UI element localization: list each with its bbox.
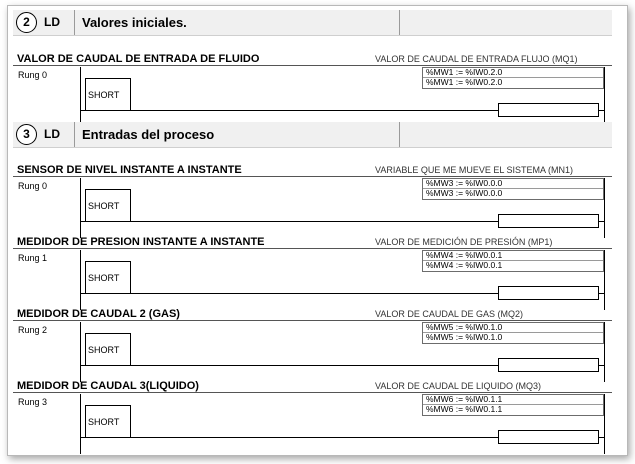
section-divider [74,10,75,35]
right-power-rail [604,250,605,310]
rung-sensor-nivel[interactable] [13,164,612,240]
right-power-rail [604,178,605,238]
rung-medidor-presion[interactable] [13,236,612,312]
rung-label: Rung 0 [18,70,48,80]
rung-label: Rung 2 [18,325,48,335]
rung-label: Rung 0 [18,181,48,191]
operate-block[interactable] [422,394,604,416]
operate-expression: %MW6 := %IW0.1.1 [426,394,503,404]
rung-label: Rung 3 [18,397,48,407]
operate-block[interactable] [422,322,604,344]
short-contact-block[interactable]: SHORT [85,405,131,438]
operate-block[interactable] [422,67,604,89]
section-divider [399,10,400,35]
rung-medidor-caudal-liquido[interactable] [13,380,612,456]
left-power-rail [80,322,81,382]
operate-expression: %MW1 := %IW0.2.0 [423,77,603,87]
operate-expression: %MW4 := %IW0.0.1 [426,250,503,260]
rung-comment: VALOR DE CAUDAL DE ENTRADA FLUJO (MQ1) [375,54,578,64]
output-block[interactable] [498,430,599,444]
rung-separator [13,320,612,321]
right-power-rail [604,322,605,382]
section-language: LD [44,127,60,141]
rung-title: SENSOR DE NIVEL INSTANTE A INSTANTE [17,164,242,176]
rung-separator [13,65,612,66]
section-number: 3 [16,124,37,145]
right-power-rail [604,394,605,454]
rung-title: MEDIDOR DE PRESION INSTANTE A INSTANTE [17,236,265,248]
output-block[interactable] [498,214,599,228]
section-header-2[interactable] [13,10,612,36]
short-contact-block[interactable]: SHORT [85,333,131,366]
operate-block[interactable] [422,178,604,200]
output-block[interactable] [498,358,599,372]
left-power-rail [80,394,81,454]
section-number: 2 [16,12,37,33]
rung-comment: VALOR DE MEDICIÓN DE PRESIÓN (MP1) [375,237,553,247]
section-divider [74,122,75,147]
section-title: Valores iniciales. [82,15,187,30]
rung-separator [13,392,612,393]
section-divider [399,122,400,147]
output-block[interactable] [498,103,599,117]
left-power-rail [80,250,81,310]
rung-comment: VARIABLE QUE ME MUEVE EL SISTEMA (MN1) [375,165,574,175]
operate-expression: %MW5 := %IW0.1.0 [426,322,503,332]
rung-comment: VALOR DE CAUDAL DE LIQUIDO (MQ3) [375,381,542,391]
rung-title: MEDIDOR DE CAUDAL 2 (GAS) [17,308,180,320]
ladder-program-sheet [7,5,628,456]
operate-block[interactable] [422,250,604,272]
rung-title: VALOR DE CAUDAL DE ENTRADA DE FLUIDO [17,53,260,65]
short-contact-block[interactable]: SHORT [85,261,131,294]
operate-expression: %MW6 := %IW0.1.1 [423,404,603,414]
operate-expression: %MW3 := %IW0.0.0 [423,188,603,198]
left-power-rail [80,67,81,127]
output-block[interactable] [498,286,599,300]
short-contact-block[interactable]: SHORT [85,78,131,111]
operate-expression: %MW1 := %IW0.2.0 [426,67,503,77]
rung-title: MEDIDOR DE CAUDAL 3(LIQUIDO) [17,380,199,392]
rung-comment: VALOR DE CAUDAL DE GAS (MQ2) [375,309,524,319]
right-power-rail [604,67,605,127]
rung-separator [13,176,612,177]
short-contact-block[interactable]: SHORT [85,189,131,222]
rung-medidor-caudal-gas[interactable] [13,308,612,384]
rung-label: Rung 1 [18,253,48,263]
rung-valor-caudal-entrada[interactable] [13,53,612,129]
section-language: LD [44,15,60,29]
operate-expression: %MW4 := %IW0.0.1 [423,260,603,270]
operate-expression: %MW5 := %IW0.1.0 [423,332,603,342]
section-title: Entradas del proceso [82,127,215,142]
operate-expression: %MW3 := %IW0.0.0 [426,178,503,188]
section-header-3[interactable] [13,122,612,148]
left-power-rail [80,178,81,238]
rung-separator [13,248,612,249]
